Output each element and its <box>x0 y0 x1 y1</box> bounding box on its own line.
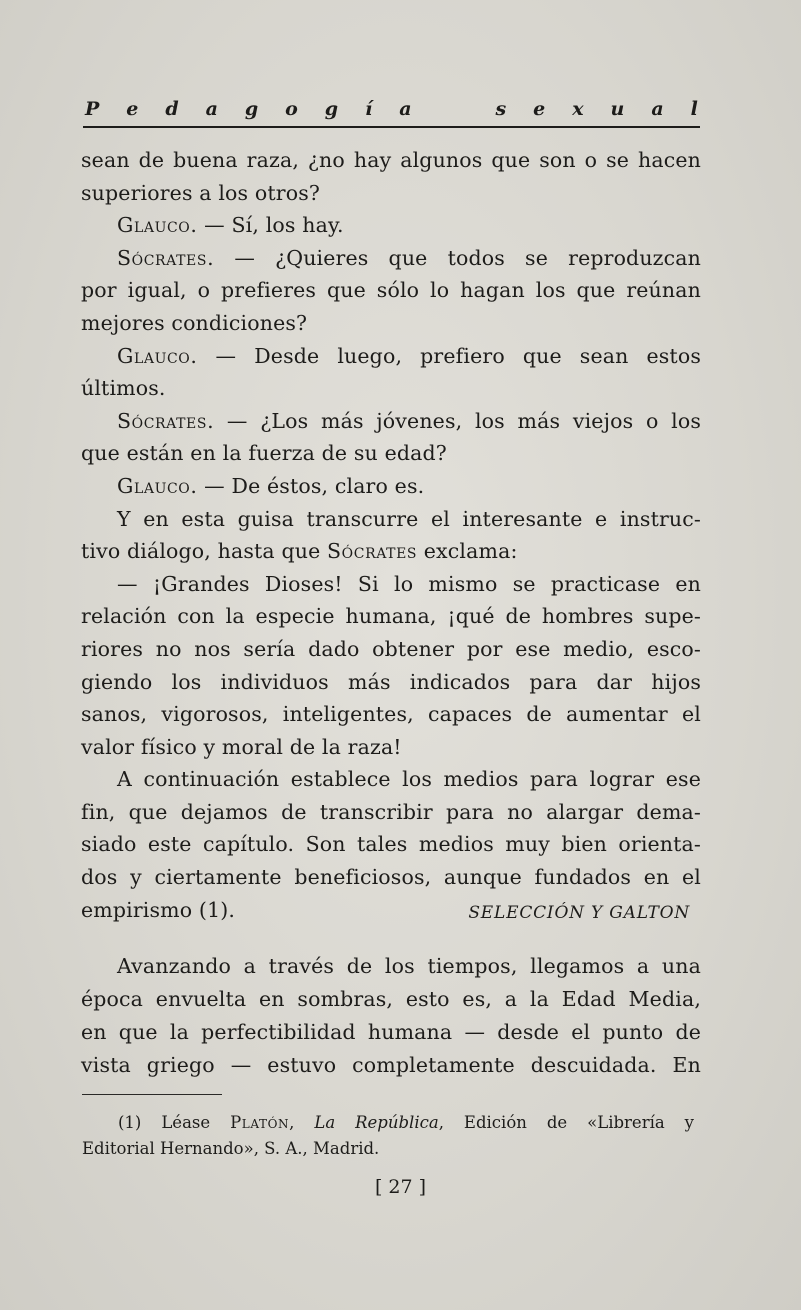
text-line: dos y ciertamente beneficiosos, aunque fundados en el <box>81 865 701 890</box>
page-number-text: [ 27 ] <box>374 1176 427 1198</box>
speaker-name: Sócrates <box>327 539 418 564</box>
footnote-author: Platón <box>230 1113 290 1132</box>
running-header <box>83 98 700 128</box>
header-letter: u <box>610 98 625 120</box>
text-line: época envuelta en sombras, esto es, a la Edad Media, <box>81 987 701 1011</box>
text-line: empirismo (1). <box>81 897 236 922</box>
speaker-name: Sócrates. <box>117 245 215 270</box>
header-letter: e <box>126 98 139 120</box>
text-line: sanos, vigorosos, inteligentes, capaces de aumentar el <box>81 702 701 727</box>
dialogue-text: — De éstos, claro es. <box>197 473 425 498</box>
text-line: por igual, o prefieres que sólo lo hagan los que reúnan <box>81 278 701 303</box>
text-line: siado este capítulo. Son tales medios muy bien orienta- <box>81 832 701 857</box>
footnote-divider <box>82 1094 222 1095</box>
text-line: Avanzando a través de los tiempos, llegamos a una <box>117 954 701 978</box>
header-letter: P <box>85 98 100 120</box>
text-line: vista griego — estuvo completamente descuidada. En <box>81 1053 701 1077</box>
section-title: SELECCIÓN Y GALTON <box>468 903 690 923</box>
header-letter: g <box>244 98 259 120</box>
footnote-line: Editorial Hernando», S. A., Madrid. <box>82 1139 380 1158</box>
body-text-continued <box>81 950 701 1082</box>
speaker-name: Glauco. <box>117 213 198 238</box>
dialogue-line <box>81 470 701 503</box>
text-line: A continuación establece los medios para lograr ese <box>117 767 701 792</box>
footnote-line <box>82 1110 694 1136</box>
footnote <box>82 1110 694 1162</box>
text-line: sean de buena raza, ¿no hay algunos que son o se hacen <box>81 148 701 172</box>
page-number <box>0 1176 801 1198</box>
dialogue-line <box>81 340 701 373</box>
text-line: fin, que dejamos de transcribir para no alargar dema- <box>81 799 701 824</box>
text-line: relación con la especie humana, ¡qué de hombres supe- <box>81 604 701 629</box>
header-letter: g <box>324 98 339 120</box>
dialogue-text: — ¿Los más jóvenes, los más viejos o los <box>214 408 701 433</box>
footnote-fragment: , <box>289 1113 315 1132</box>
text-line: superiores a los otros? <box>81 180 320 205</box>
header-letter: a <box>205 98 218 120</box>
text-line: mejores condiciones? <box>81 310 308 335</box>
text-line: giendo los individuos más indicados para dar hijos <box>81 669 701 694</box>
dialogue-line <box>81 209 701 242</box>
header-letter: e <box>533 98 546 120</box>
text-line: que están en la fuerza de su edad? <box>81 441 447 466</box>
body-text <box>81 144 701 926</box>
header-letter: x <box>572 98 584 120</box>
speaker-name: Sócrates. <box>117 408 215 433</box>
header-letter: l <box>690 98 698 120</box>
text-line: Y en esta guisa transcurre el interesante e instruc- <box>117 506 701 531</box>
dialogue-line <box>81 242 701 275</box>
header-letter: a <box>399 98 412 120</box>
footnote-book-title: La República <box>314 1113 439 1132</box>
running-header-title <box>83 98 700 120</box>
header-letter: o <box>285 98 298 120</box>
header-letter: d <box>165 98 179 120</box>
text-line: en que la perfectibilidad humana — desde el punto de <box>81 1020 701 1044</box>
dialogue-line <box>81 405 701 438</box>
text-fragment: exclama: <box>417 539 518 564</box>
header-letter: s <box>495 98 507 120</box>
text-line: riores no nos sería dado obtener por ese medio, esco- <box>81 636 701 661</box>
dialogue-text: — Desde luego, prefiero que sean estos <box>197 343 701 368</box>
dialogue-text: — Sí, los hay. <box>197 213 344 238</box>
header-letter: a <box>651 98 664 120</box>
speaker-name: Glauco. <box>117 473 198 498</box>
text-line: valor físico y moral de la raza! <box>81 734 402 759</box>
footnote-fragment: , Edición de «Librería y <box>438 1113 694 1132</box>
speaker-name: Glauco. <box>117 343 198 368</box>
text-fragment: tivo diálogo, hasta que <box>81 539 328 564</box>
footnote-fragment: (1) Léase <box>118 1113 231 1132</box>
dialogue-text: — ¿Quieres que todos se reproduzcan <box>214 245 701 270</box>
text-line: últimos. <box>81 376 166 401</box>
header-letter: í <box>365 98 373 120</box>
text-line: — ¡Grandes Dioses! Si lo mismo se practicase en <box>117 571 701 596</box>
text-line <box>81 535 701 568</box>
